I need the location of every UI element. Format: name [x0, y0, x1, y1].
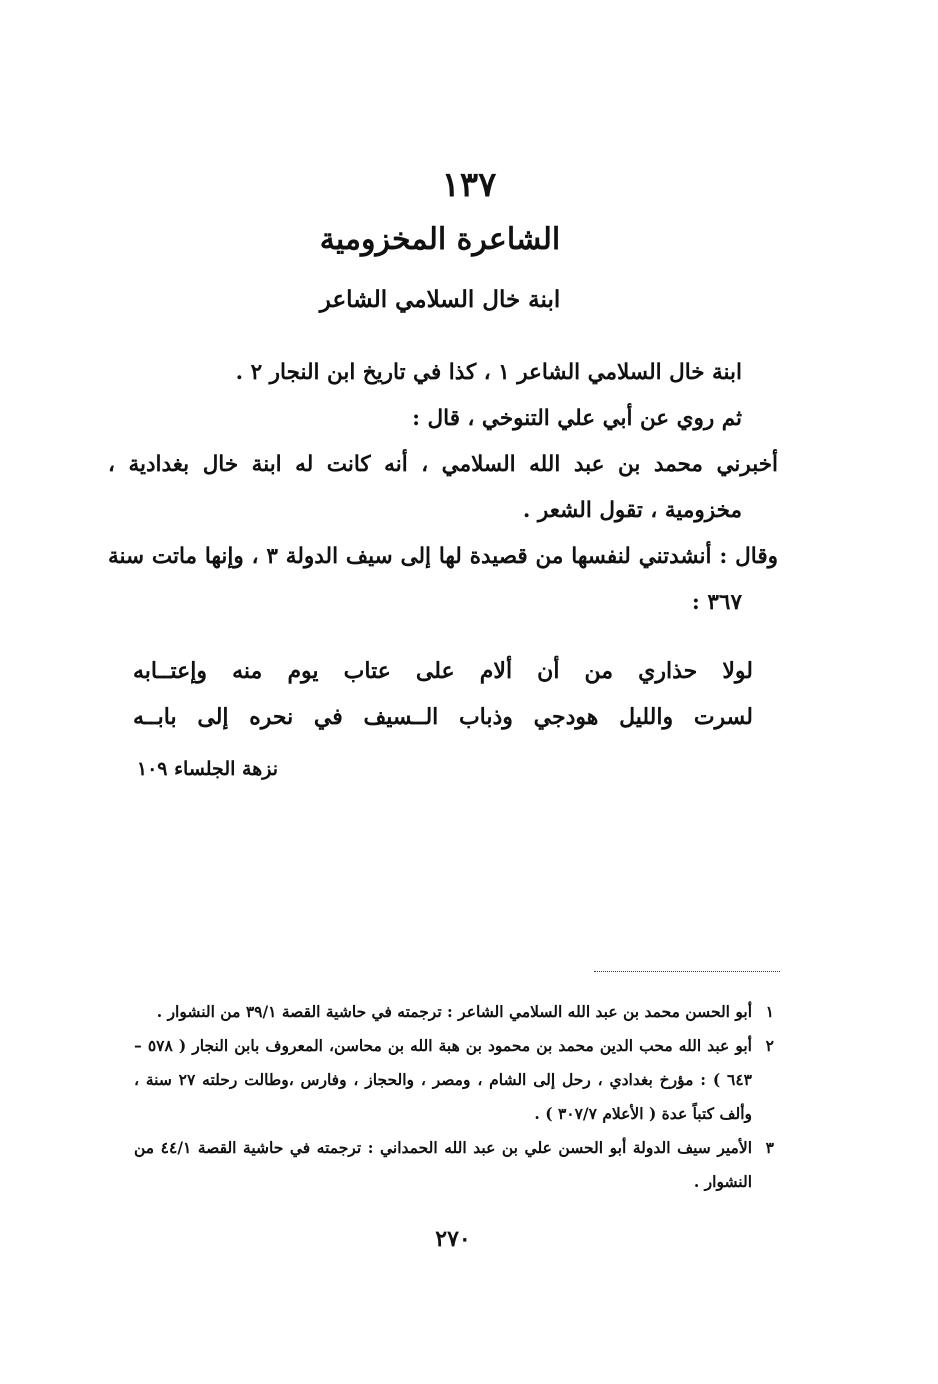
footnote-text: الأمير سيف الدولة أبو الحسن علي بن عبد الله الحمداني : ترجمته في حاشية القصة ٤٤/١ من النشوار . — [134, 1138, 753, 1191]
poem-verses — [133, 648, 753, 740]
footnote-item — [134, 1131, 774, 1199]
footnote-item — [134, 1029, 774, 1131]
page-number: ٢٧٠ — [435, 1226, 471, 1252]
paragraph-report: أخبرني محمد بن عبد الله السلامي ، أنه كانت له ابنة خال بغدادية ، مخزومية ، تقول الشعر . — [108, 452, 778, 523]
verse-line: لسرت والليل هودجي وذباب الــسيف في نحره إلى بابــه — [133, 704, 753, 730]
footnote-number: ٢ — [765, 1036, 774, 1055]
footnote-number: ٣ — [765, 1138, 774, 1157]
paragraph-intro: ابنة خال السلامي الشاعر ١ ، كذا في تاريخ ابن النجار ٢ . — [235, 360, 742, 385]
footnote-divider — [594, 971, 780, 972]
paragraph-narration: ثم روي عن أبي علي التنوخي ، قال : — [412, 406, 742, 431]
footnote-text: أبو عبد الله محب الدين محمد بن محمود بن هبة الله بن محاسن، المعروف بابن النجار ( ٥٧٨ – ٦٤٣ ) : مؤرخ بغدادي ، رحل إلى الشام ، ومصر ، والحجاز ، وفارس ،وطالت رحلته ٢٧ سنة ، وألف كتباً عدة ( الأعلام ٣٠٧/٧ ) . — [134, 1036, 752, 1123]
verse-line: لولا حذاري من أن ألام على عتاب يوم منه وإعتــابه — [133, 658, 753, 684]
footnote-number: ١ — [765, 1002, 774, 1021]
entry-subtitle: ابنة خال السلامي الشاعر — [319, 286, 561, 313]
body-text — [108, 350, 778, 626]
footnote-item — [134, 995, 774, 1029]
entry-number: ١٣٧ — [441, 165, 497, 205]
footnote-text: أبو الحسن محمد بن عبد الله السلامي الشاعر : ترجمته في حاشية القصة ٣٩/١ من النشوار . — [156, 1002, 752, 1021]
source-reference: نزهة الجلساء ١٠٩ — [136, 758, 278, 780]
entry-title: الشاعرة المخزومية — [319, 222, 561, 257]
footnotes — [134, 995, 774, 1199]
paragraph-recitation: وقال : أنشدتني لنفسها من قصيدة لها إلى سيف الدولة ٣ ، وإنها ماتت سنة ٣٦٧ : — [108, 544, 778, 615]
